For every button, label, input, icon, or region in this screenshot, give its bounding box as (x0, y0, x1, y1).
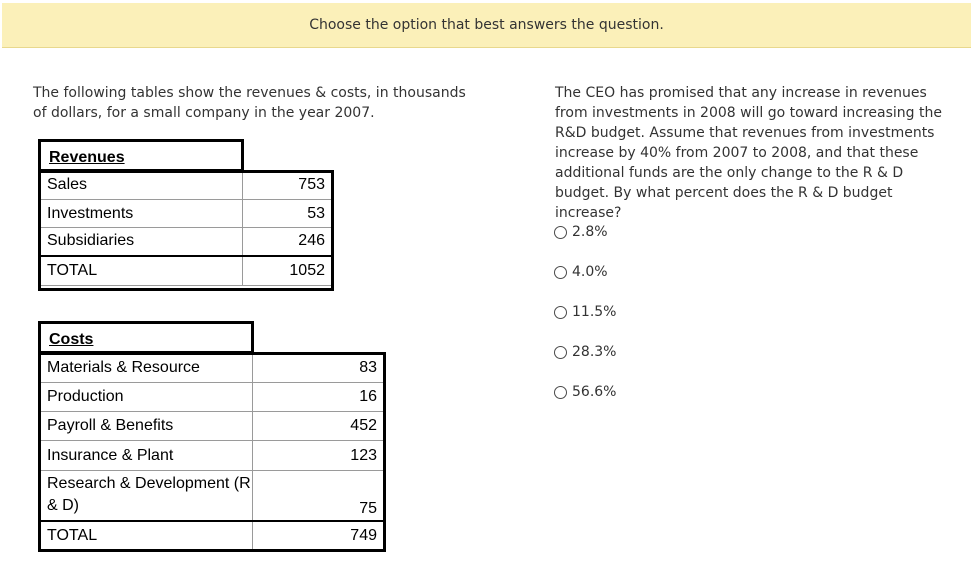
instruction-banner (2, 3, 971, 48)
answer-choice-b[interactable] (554, 264, 608, 280)
table-row (39, 471, 386, 521)
revenues-title: Revenues (49, 149, 125, 166)
total-value: 749 (253, 521, 386, 551)
revenues-table (38, 139, 334, 291)
radio-button[interactable] (554, 346, 567, 359)
costs-table (38, 321, 386, 552)
costs-header (38, 321, 254, 354)
total-row (39, 521, 386, 551)
table-row (39, 353, 386, 383)
row-label: Materials & Resource (39, 353, 253, 383)
radio-button[interactable] (554, 386, 567, 399)
choice-label: 28.3% (572, 344, 617, 360)
row-label: Investments (39, 200, 243, 228)
revenues-header (38, 139, 244, 172)
costs-rows (38, 352, 386, 551)
row-label: Subsidiaries (39, 228, 243, 256)
total-label: TOTAL (39, 256, 243, 286)
choice-label: 2.8% (572, 224, 608, 240)
row-label: Sales (39, 171, 243, 200)
total-value: 1052 (243, 256, 334, 286)
table-row (39, 200, 334, 228)
revenues-rows (38, 170, 334, 286)
row-label: Payroll & Benefits (39, 412, 253, 441)
row-value: 753 (243, 171, 334, 200)
answer-choice-a[interactable] (554, 224, 608, 240)
total-label: TOTAL (39, 521, 253, 551)
costs-title: Costs (49, 331, 94, 348)
radio-button[interactable] (554, 266, 567, 279)
answer-choice-d[interactable] (554, 344, 616, 360)
row-value: 83 (253, 353, 386, 383)
row-value: 123 (253, 441, 386, 471)
row-value: 75 (253, 471, 386, 521)
question-text: The CEO has promised that any increase in revenues from investments in 2008 will go toward increasing the R&D budget. Assume that revenues from investments increase by 40% from 2007 to 2008, and that these additional funds are the only change to the R & D budget. By what percent does the R & D budget increase? (555, 85, 942, 221)
table-row (39, 412, 386, 441)
radio-button[interactable] (554, 306, 567, 319)
table-row (39, 441, 386, 471)
row-value: 53 (243, 200, 334, 228)
choice-label: 11.5% (572, 304, 617, 320)
row-label: Production (39, 383, 253, 412)
row-label: Research & Development (R & D) (39, 471, 253, 521)
table-row (39, 383, 386, 412)
answer-choice-e[interactable] (554, 384, 616, 400)
radio-button[interactable] (554, 226, 567, 239)
table-row (39, 228, 334, 256)
table-row (39, 171, 334, 200)
row-label: Insurance & Plant (39, 441, 253, 471)
total-row (39, 256, 334, 286)
row-value: 16 (253, 383, 386, 412)
choice-label: 4.0% (572, 264, 608, 280)
row-value: 246 (243, 228, 334, 256)
row-value: 452 (253, 412, 386, 441)
choice-label: 56.6% (572, 384, 617, 400)
instruction-text: Choose the option that best answers the question. (309, 17, 664, 33)
answer-choice-c[interactable] (554, 304, 616, 320)
intro-text: The following tables show the revenues & costs, in thousands of dollars, for a small company in the year 2007. (33, 85, 466, 121)
